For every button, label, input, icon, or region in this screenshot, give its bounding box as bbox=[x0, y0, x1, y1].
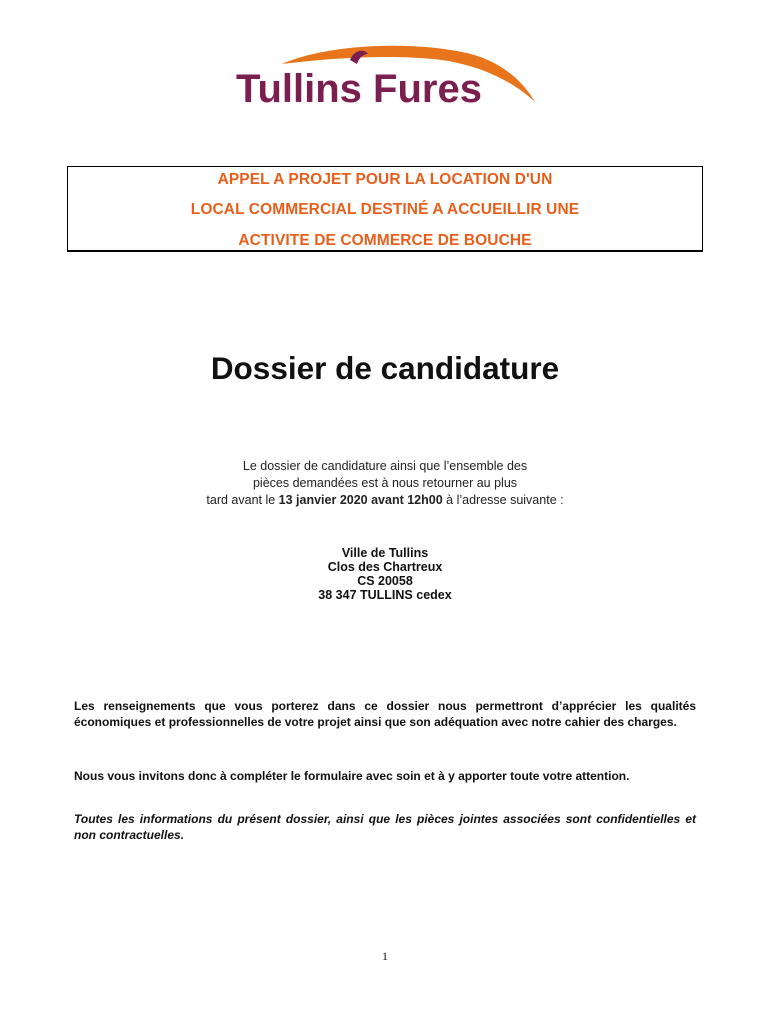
logo-text: Tullins Fures bbox=[236, 67, 482, 110]
intro-line-3-post: à l’adresse suivante : bbox=[442, 493, 564, 507]
intro-line-2: pièces demandées est à nous retourner au plus bbox=[252, 476, 518, 490]
page-number: 1 bbox=[382, 949, 388, 963]
tullins-fures-logo bbox=[232, 42, 537, 110]
address-line-1: Ville de Tullins bbox=[341, 546, 429, 560]
info-paragraph: Les renseignements que vous porterez dans ce dossier nous permettront d’apprécier les qualités économiques et professionnelles de votre projet ainsi que son adéquation avec notre cahier des charges. bbox=[74, 699, 696, 729]
invitation-paragraph: Nous vous invitons donc à compléter le formulaire avec soin et à y apporter toute votre attention. bbox=[74, 769, 630, 783]
address-line-4: 38 347 TULLINS cedex bbox=[318, 588, 452, 602]
intro-line-3 bbox=[0, 493, 770, 507]
intro-line-3-pre: tard avant le bbox=[206, 493, 279, 507]
address-line-3: CS 20058 bbox=[357, 574, 413, 588]
title-line-2: LOCAL COMMERCIAL DESTINÉ A ACCUEILLIR UNE bbox=[190, 201, 580, 218]
title-line-3: ACTIVITE DE COMMERCE DE BOUCHE bbox=[238, 232, 532, 249]
page-title: Dossier de candidature bbox=[210, 350, 560, 386]
address-line-2: Clos des Chartreux bbox=[327, 560, 443, 574]
deadline-date: 13 janvier 2020 avant 12h00 bbox=[278, 493, 443, 507]
title-line-1: APPEL A PROJET POUR LA LOCATION D'UN bbox=[217, 171, 553, 188]
title-box bbox=[67, 166, 703, 252]
logo-graphic bbox=[232, 42, 537, 110]
intro-line-1: Le dossier de candidature ainsi que l’ensemble des bbox=[242, 459, 528, 473]
confidentiality-paragraph: Toutes les informations du présent dossier, ainsi que les pièces jointes associées sont confidentielles et non contractuelles. bbox=[74, 812, 696, 842]
